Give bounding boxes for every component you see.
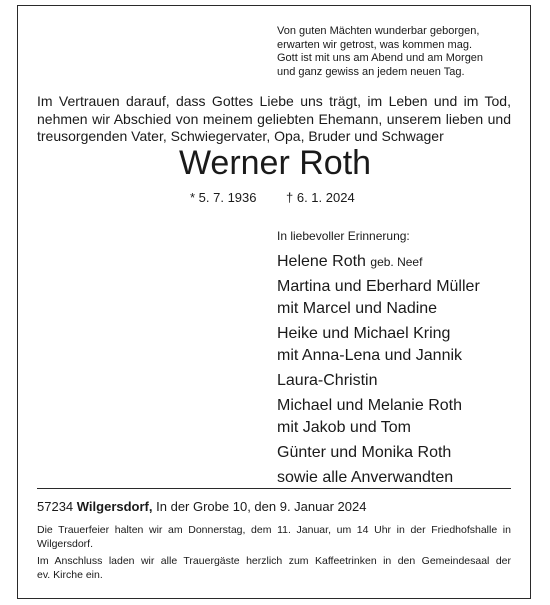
divider-line	[37, 488, 511, 489]
mourner-line: Helene Roth	[277, 253, 366, 270]
mourner-line: Günter und Monika Roth	[277, 444, 452, 461]
verse-line: erwarten wir getrost, was kommen mag.	[277, 38, 473, 51]
death-date: † 6. 1. 2024	[286, 190, 355, 205]
mourner-entry	[277, 442, 480, 464]
intro-line: Im Vertrauen darauf, dass Gottes Liebe uns trägt, im Leben und im Tod,	[37, 93, 511, 109]
mourner-line: Laura-Christin	[277, 372, 378, 389]
mourner-entry	[277, 467, 480, 489]
verse-line: Von guten Mächten wunderbar geborgen,	[277, 25, 480, 37]
verse-line: Gott ist mit uns am Abend und am Morgen	[277, 52, 484, 64]
mourner-line: Martina und Eberhard Müller	[277, 278, 480, 295]
town-name: Wilgersdorf,	[76, 499, 153, 514]
notice-line: ev. Kirche ein.	[37, 568, 103, 581]
mourner-line: Michael und Melanie Roth	[277, 397, 462, 414]
notice-line: Wilgersdorf.	[37, 537, 94, 550]
mourner-entry	[277, 323, 480, 367]
mourner-line: mit Marcel und Nadine	[277, 300, 438, 317]
address-date: In der Grobe 10, den 9. Januar 2024	[156, 499, 367, 514]
mourner-entry	[277, 395, 480, 439]
notice-line: Die Trauerfeier halten wir am Donnerstag, dem 11. Januar, um 14 Uhr in der Friedhofshalle in	[37, 524, 511, 536]
place-and-date	[37, 499, 366, 515]
notice-line: Im Anschluss laden wir alle Trauergäste herzlich zum Kaffeetrinken in den Gemeindesaal der	[37, 555, 511, 567]
mourner-line: mit Anna-Lena und Jannik	[277, 347, 463, 364]
funeral-notice	[37, 524, 511, 551]
poem-verse	[277, 25, 517, 79]
mourner-line: mit Jakob und Tom	[277, 419, 411, 436]
coffee-notice	[37, 555, 511, 582]
mourner-entry	[277, 251, 480, 273]
maiden-name-note: geb. Neef	[370, 255, 423, 269]
deceased-name: Werner Roth	[178, 144, 372, 182]
intro-line: treusorgenden Vater, Schwiegervater, Opa, Bruder und Schwager	[37, 128, 444, 144]
mourner-line: Heike und Michael Kring	[277, 325, 451, 342]
remembrance-heading: In liebevoller Erinnerung:	[277, 229, 410, 243]
mourner-entry	[277, 370, 480, 392]
mourners-list	[277, 251, 480, 492]
mourner-entry	[277, 276, 480, 320]
birth-date: * 5. 7. 1936	[190, 190, 257, 205]
mourner-line: sowie alle Anverwandten	[277, 469, 454, 486]
verse-line: und ganz gewiss an jedem neuen Tag.	[277, 65, 465, 78]
intro-text	[37, 93, 511, 146]
intro-line: nehmen wir Abschied von meinem geliebten Ehemann, unserem lieben und	[37, 110, 511, 127]
postal-code: 57234	[37, 499, 74, 514]
